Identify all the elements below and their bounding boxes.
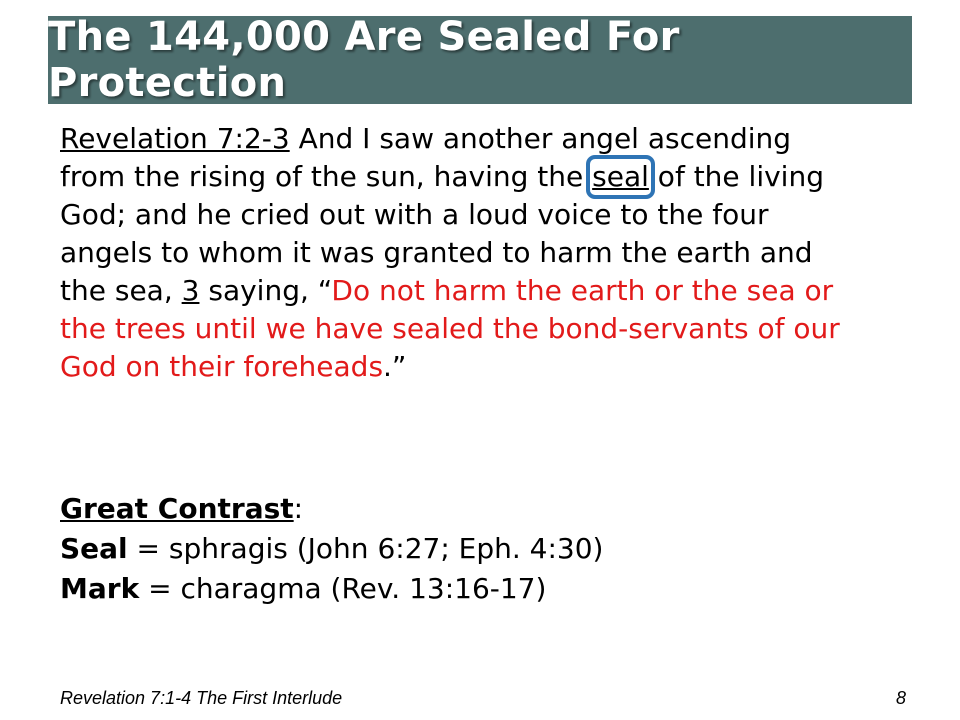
seal-word-highlight: seal	[592, 158, 649, 196]
passage-line-1	[60, 120, 910, 158]
page-number: 8	[895, 688, 906, 708]
mark-definition: = charagma (Rev. 13:16-17)	[139, 572, 547, 605]
scripture-reference: Revelation 7:2-3	[60, 122, 290, 155]
verse-number: 3	[181, 274, 200, 307]
scripture-passage	[60, 120, 910, 386]
seal-term: Seal	[60, 532, 128, 565]
footer-title: Revelation 7:1-4 The First Interlude	[60, 688, 343, 708]
passage-line-5	[60, 272, 910, 310]
mark-term: Mark	[60, 572, 140, 605]
seal-definition: = sphragis (John 6:27; Eph. 4:30)	[127, 532, 604, 565]
mark-definition-row	[60, 570, 910, 610]
contrast-section	[60, 490, 910, 610]
passage-line-2	[60, 158, 910, 196]
passage-line-7	[60, 348, 910, 386]
slide-title: The 144,000 Are Sealed For Protection	[48, 14, 680, 106]
title-bar	[48, 16, 912, 104]
passage-line-4: angels to whom it was granted to harm the earth and	[60, 236, 813, 269]
seal-definition-row	[60, 530, 910, 570]
passage-line-3: God; and he cried out with a loud voice to the four	[60, 198, 769, 231]
slide-footer	[60, 688, 906, 714]
heading-colon: :	[293, 492, 304, 525]
passage-text: the sea,	[60, 274, 182, 307]
passage-text: And I saw another angel ascending	[289, 122, 792, 155]
quote-text: God on their foreheads	[60, 350, 384, 383]
passage-text: saying, “	[199, 274, 332, 307]
contrast-heading: Great Contrast	[60, 492, 294, 525]
passage-text: from the rising of the sun, having the	[60, 160, 593, 193]
passage-line-6: the trees until we have sealed the bond-servants of our	[60, 312, 840, 345]
contrast-heading-row	[60, 490, 910, 530]
passage-text: of the living	[648, 160, 824, 193]
quote-text: Do not harm the earth or the sea or	[331, 274, 834, 307]
passage-text: .”	[383, 350, 407, 383]
